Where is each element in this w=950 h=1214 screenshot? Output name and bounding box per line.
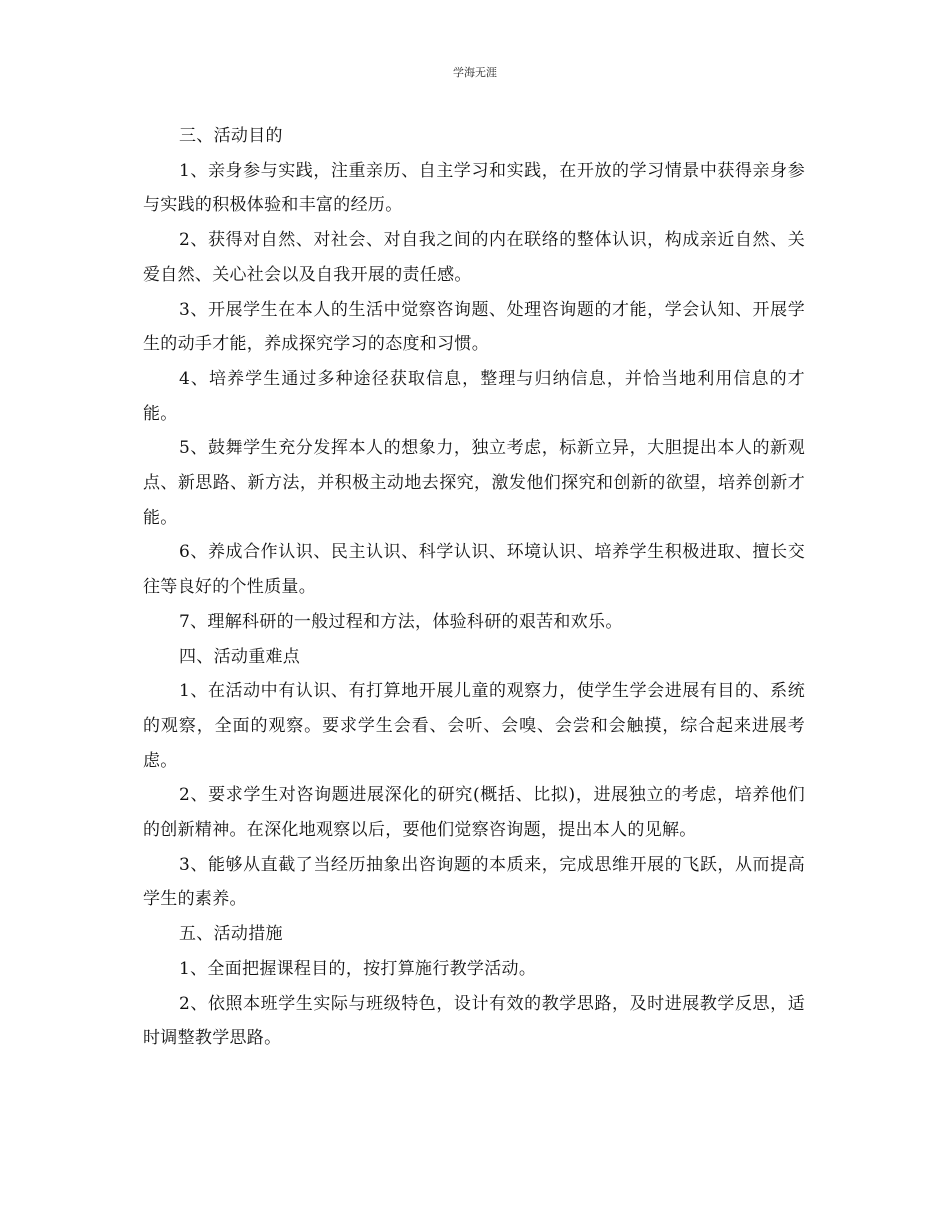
paragraph: 1、在活动中有认识、有打算地开展儿童的观察力，使学生学会进展有目的、系统的观察，全面的观察。要求学生会看、会听、会嗅、会尝和会触摸，综合起来进展考虑。 bbox=[143, 681, 805, 771]
paragraph: 5、鼓舞学生充分发挥本人的想象力，独立考虑，标新立异，大胆提出本人的新观点、新思路、新方法，并积极主动地去探究，激发他们探究和创新的欲望，培养创新才能。 bbox=[143, 438, 805, 528]
document-body bbox=[143, 119, 805, 1056]
paragraph: 3、能够从直截了当经历抽象出咨询题的本质来，完成思维开展的飞跃，从而提高学生的素养。 bbox=[143, 854, 805, 910]
section-heading-3: 三、活动目的 bbox=[179, 126, 283, 146]
paragraph: 3、开展学生在本人的生活中觉察咨询题、处理咨询题的才能，学会认知、开展学生的动手才能，养成探究学习的态度和习惯。 bbox=[143, 299, 805, 355]
paragraph: 1、亲身参与实践，注重亲历、自主学习和实践，在开放的学习情景中获得亲身参与实践的积极体验和丰富的经历。 bbox=[143, 160, 805, 216]
paragraph: 6、养成合作认识、民主认识、科学认识、环境认识、培养学生积极进取、擅长交往等良好的个性质量。 bbox=[143, 542, 805, 598]
section-heading-5: 五、活动措施 bbox=[179, 924, 283, 945]
paragraph: 2、获得对自然、对社会、对自我之间的内在联络的整体认识，构成亲近自然、关爱自然、关心社会以及自我开展的责任感。 bbox=[143, 230, 805, 285]
section-heading-4: 四、活动重难点 bbox=[179, 646, 301, 667]
paragraph: 2、要求学生对咨询题进展深化的研究(概括、比拟)，进展独立的考虑，培养他们的创新精神。在深化地观察以后，要他们觉察咨询题，提出本人的见解。 bbox=[143, 785, 805, 841]
paragraph: 1、全面把握课程目的，按打算施行教学活动。 bbox=[179, 958, 537, 979]
paragraph: 2、依照本班学生实际与班级特色，设计有效的教学思路，及时进展教学反思，适时调整教学思路。 bbox=[143, 993, 805, 1049]
paragraph: 7、理解科研的一般过程和方法，体验科研的艰苦和欢乐。 bbox=[179, 611, 623, 632]
paragraph: 4、培养学生通过多种途径获取信息，整理与归纳信息，并恰当地利用信息的才能。 bbox=[143, 368, 805, 424]
page-header: 学海无涯 bbox=[453, 66, 497, 79]
